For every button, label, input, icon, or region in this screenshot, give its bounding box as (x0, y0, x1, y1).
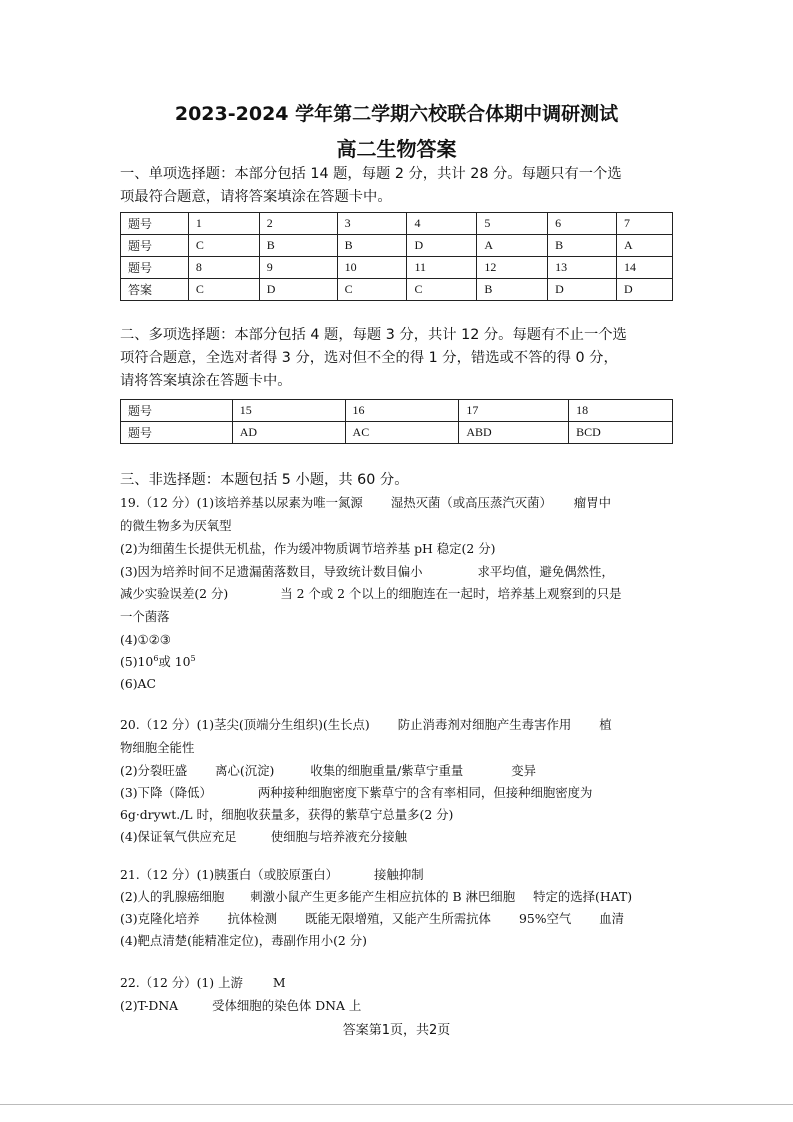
table-cell: 答案 (121, 279, 189, 301)
q19-line3: (2)为细菌生长提供无机盐，作为缓冲物质调节培养基 pH 稳定(2 分) (120, 541, 496, 556)
q20-answer-1b: 防止消毒剂对细胞产生毒害作用 (397, 717, 572, 732)
section2-intro-line2: 项符合题意，全选对者得 3 分，选对但不全的得 1 分，错选或不答的得 0 分， (120, 350, 618, 366)
q19-answer-3a: (3)因为培养时间不足遗漏菌落数目，导致统计数目偏小 (120, 564, 423, 579)
table-cell: 14 (617, 257, 673, 279)
q19-line7: (4)①②③ (120, 632, 171, 647)
page-bottom-divider (0, 1104, 793, 1105)
table-cell: 6 (548, 213, 617, 235)
single-choice-answer-table (120, 212, 673, 301)
q19-answer-3c: 减少实验误差(2 分) (120, 586, 229, 601)
q19-answer-5-base: (5)10 (120, 654, 154, 669)
q21-answer-3b: 抗体检测 (227, 911, 278, 926)
q20-answer-2b: 离心(沉淀) (215, 763, 275, 778)
table-cell: 16 (345, 400, 459, 422)
page-title: 2023-2024 学年第二学期六校联合体期中调研测试 (174, 103, 619, 125)
q20-answer-2a: (2)分裂旺盛 (120, 763, 188, 778)
q20-line4 (120, 784, 592, 802)
q19-line1 (120, 494, 611, 512)
table-cell: B (337, 235, 407, 257)
table-cell: 2 (259, 213, 337, 235)
table-cell: 18 (569, 400, 673, 422)
section1-intro (120, 163, 680, 209)
q19-answer-1a: 19.（12 分）(1)该培养基以尿素为唯一氮源 (120, 495, 363, 510)
table-cell: C (407, 279, 477, 301)
table-row (121, 213, 673, 235)
q21-answer-2b: 刺激小鼠产生更多能产生相应抗体的 B 淋巴细胞 (250, 889, 516, 904)
table-cell: D (548, 279, 617, 301)
q21-line4: (4)靶点清楚(能精准定位)，毒副作用小(2 分) (120, 933, 367, 948)
q20-line6 (120, 828, 407, 846)
q20-answer-4a: (4)保证氧气供应充足 (120, 829, 237, 844)
table-cell: 8 (188, 257, 259, 279)
table-cell: AD (232, 422, 345, 444)
q21-line1 (120, 866, 424, 884)
q20-line5: 6g·drywt./L 时，细胞收获量多，获得的紫草宁总量多(2 分) (120, 807, 454, 822)
table-cell: 题号 (121, 213, 189, 235)
table-cell: 题号 (121, 400, 233, 422)
q21-answer-3e: 血清 (599, 911, 625, 926)
table-cell: 10 (337, 257, 407, 279)
q20-answer-4b: 使细胞与培养液充分接触 (270, 829, 407, 844)
table-cell: AC (345, 422, 459, 444)
q19-answer-3d: 当 2 个或 2 个以上的细胞连在一起时，培养基上观察到的只是 (280, 586, 622, 601)
table-cell: 题号 (121, 257, 189, 279)
q22-answer-2b: 受体细胞的染色体 DNA 上 (212, 998, 362, 1013)
page-footer: 答案第1页，共2页 (342, 1023, 451, 1038)
table-cell: 12 (477, 257, 548, 279)
q22-line1 (120, 974, 286, 992)
table-cell: D (407, 235, 477, 257)
table-cell: B (477, 279, 548, 301)
q19-line8 (120, 653, 196, 671)
page-subtitle: 高二生物答案 (336, 137, 457, 161)
q20-answer-3a: (3)下降（降低） (120, 785, 212, 800)
q22-line2 (120, 997, 361, 1015)
q21-line2 (120, 888, 632, 906)
q19-answer-5-exp2: 5 (190, 654, 196, 663)
table-cell: 11 (407, 257, 477, 279)
q20-answer-1a: 20.（12 分）(1)茎尖(顶端分生组织)(生长点) (120, 717, 370, 732)
table-cell: C (337, 279, 407, 301)
q21-line3 (120, 910, 624, 928)
q19-line9: (6)AC (120, 676, 156, 691)
q22-answer-2a: (2)T-DNA (120, 998, 179, 1013)
q19-line5 (120, 585, 622, 603)
table-cell: A (617, 235, 673, 257)
table-cell: 1 (188, 213, 259, 235)
section2-intro (120, 324, 680, 393)
table-cell: 题号 (121, 235, 189, 257)
table-cell: ABD (459, 422, 569, 444)
q19-answer-3b: 求平均值，避免偶然性， (477, 564, 614, 579)
table-cell: 7 (617, 213, 673, 235)
table-row (121, 279, 673, 301)
q21-answer-2a: (2)人的乳腺癌细胞 (120, 889, 225, 904)
section2-intro-line1: 二、多项选择题：本部分包括 4 题，每题 3 分，共计 12 分。每题有不止一个选 (120, 327, 627, 343)
q21-answer-1a: 21.（12 分）(1)胰蛋白（或胶原蛋白） (120, 867, 339, 882)
table-cell: 3 (337, 213, 407, 235)
q19-line2: 的微生物多为厌氧型 (120, 518, 232, 533)
section2-intro-line3: 请将答案填涂在答题卡中。 (120, 373, 292, 389)
table-cell: 9 (259, 257, 337, 279)
q21-answer-3d: 95%空气 (518, 911, 572, 926)
table-cell: BCD (569, 422, 673, 444)
q20-answer-2d: 变异 (511, 763, 537, 778)
q19-answer-5-exp1: 6 (153, 654, 159, 663)
q19-line4 (120, 563, 614, 581)
table-cell: 17 (459, 400, 569, 422)
multi-choice-answer-table (120, 399, 673, 444)
table-cell: 题号 (121, 422, 233, 444)
section1-intro-line2: 项最符合题意，请将答案填涂在答题卡中。 (120, 189, 392, 205)
q20-answer-1c: 植 (599, 717, 612, 732)
q20-line2: 物细胞全能性 (120, 740, 195, 755)
q22-answer-1a: 22.（12 分）(1) 上游 (120, 975, 243, 990)
table-cell: A (477, 235, 548, 257)
table-cell: 4 (407, 213, 477, 235)
q20-answer-3b: 两种接种细胞密度下紫草宁的含有率相同，但接种细胞密度为 (257, 785, 593, 800)
table-cell: B (259, 235, 337, 257)
section3-intro: 三、非选择题：本题包括 5 小题，共 60 分。 (120, 472, 409, 488)
q22-answer-1b: M (272, 975, 286, 990)
table-cell: 13 (548, 257, 617, 279)
table-cell: 5 (477, 213, 548, 235)
q21-answer-3c: 既能无限增殖，又能产生所需抗体 (305, 911, 491, 926)
q21-answer-2c: 特定的选择(HAT) (533, 889, 633, 904)
q19-answer-1b: 湿热灭菌（或高压蒸汽灭菌） (390, 495, 552, 510)
table-row (121, 235, 673, 257)
q19-line6: 一个菌落 (120, 609, 170, 624)
table-cell: 15 (232, 400, 345, 422)
q21-answer-3a: (3)克隆化培养 (120, 911, 200, 926)
table-cell: C (188, 235, 259, 257)
table-row (121, 400, 673, 422)
q21-answer-1b: 接触抑制 (374, 867, 424, 882)
table-cell: B (548, 235, 617, 257)
q20-line1 (120, 716, 612, 734)
section1-intro-line1: 一、单项选择题：本部分包括 14 题，每题 2 分，共计 28 分。每题只有一个选 (120, 166, 622, 182)
q20-line3 (120, 762, 536, 780)
q19-answer-1c: 瘤胃中 (573, 495, 612, 510)
table-row (121, 422, 673, 444)
table-cell: C (188, 279, 259, 301)
q19-answer-5-mid: 或 10 (158, 654, 191, 669)
table-cell: D (617, 279, 673, 301)
q20-answer-2c: 收集的细胞重量/紫草宁重量 (310, 763, 464, 778)
table-cell: D (259, 279, 337, 301)
table-row (121, 257, 673, 279)
